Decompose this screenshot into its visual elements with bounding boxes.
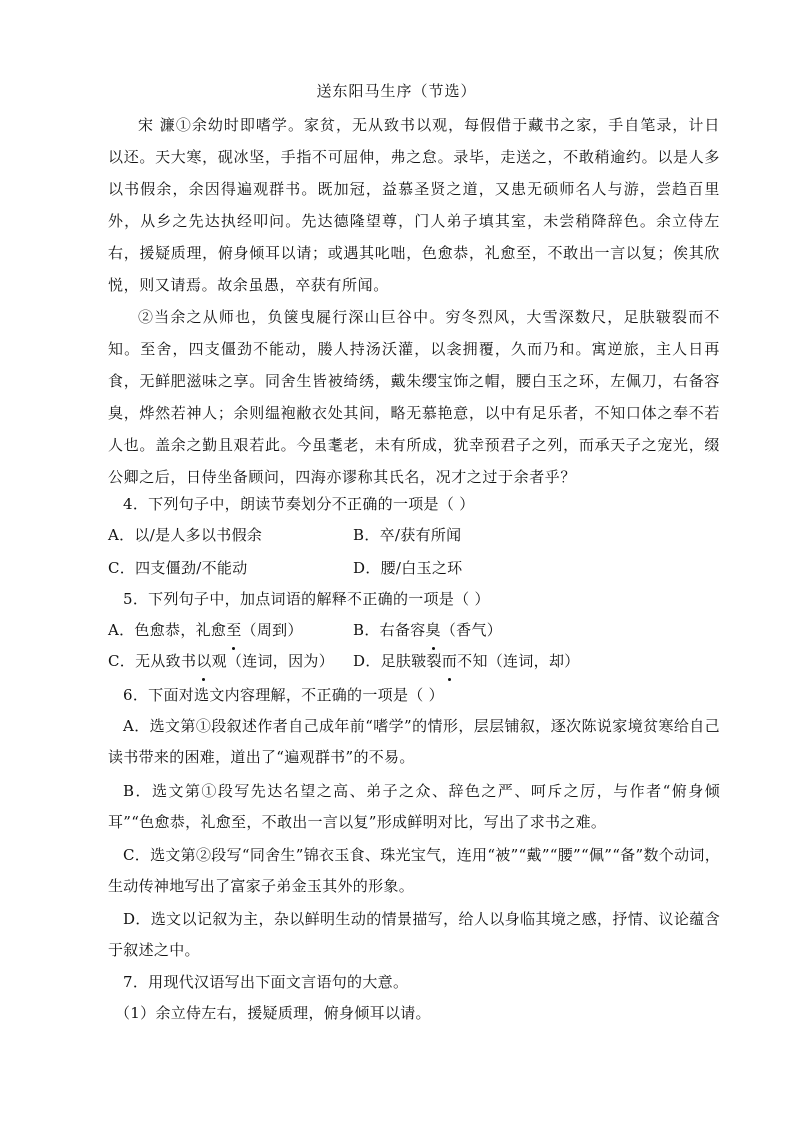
question-4-option-d: D．腰/白玉之环 xyxy=(353,559,463,577)
option-d-gloss: 不知（连词，却） xyxy=(457,652,580,670)
passage-paragraph-1: 宋 濂①余幼时即嗜学。家贫，无从致书以观，每假借于藏书之家，手自笔录，计日以还。天大寒，砚冰坚，手指不可屈伸，弗之怠。录毕，走送之，不敢稍逾约。以是人多以书假余，余因得遍观群书。既加冠，益慕圣贤之道，又患无硕师名人与游，尝趋百里外，从乡之先达执经叩问。先达德隆望尊，门人弟子填其室，未尝稍降辞色。余立侍左右，援疑质理，俯身倾耳以请；或遇其叱咄，色愈恭，礼愈至，不敢出一言以复；俟其欣悦，则又请焉。故余虽愚，卒获有所闻。 xyxy=(108,116,720,294)
question-6-stem: 6．下面对选文内容理解，不正确的一项是（ ） xyxy=(123,686,444,704)
question-7-item-1: （1）余立侍左右，援疑质理，俯身倾耳以请。 xyxy=(115,1004,431,1022)
option-c-text: C．无从致书 xyxy=(108,652,197,670)
question-5-stem: 5．下列句子中，加点词语的解释不正确的一项是（ ） xyxy=(123,590,490,608)
question-5-option-c xyxy=(108,646,334,677)
option-a-text: A．色愈恭，礼愈 xyxy=(108,621,227,639)
passage-paragraph-2: ②当余之从师也，负箧曳屣行深山巨谷中。穷冬烈风，大雪深数尺，足肤皲裂而不知。至舍，四支僵劲不能动，媵人持汤沃灌，以衾拥覆，久而乃和。寓逆旅，主人日再食，无鲜肥滋味之享。同舍生皆被绮绣，戴朱缨宝饰之帽，腰白玉之环，左佩刀，右备容臭，烨然若神人；余则缊袍敝衣处其间，略无慕艳意，以中有足乐者，不知口体之奉不若人也。盖余之勤且艰若此。今虽耄老，未有所成，犹幸预君子之列，而承天子之宠光，缀公卿之后，日侍坐备顾问，四海亦谬称其氏名，况才之过于余者乎？ xyxy=(108,308,720,486)
question-6-option-c: C．选文第②段写“同舍生”锦衣玉食、珠光宝气，连用“被”“戴”“腰”“佩”“备”数个动词，生动传神地写出了富家子弟金玉其外的形象。 xyxy=(108,846,721,895)
question-5-option-d xyxy=(353,646,580,677)
option-d-text: D．足肤皲裂 xyxy=(353,652,442,670)
emphasis-dot-word: 至 xyxy=(226,615,241,646)
question-5-option-a xyxy=(108,615,303,646)
option-b-gloss: （香气） xyxy=(440,621,503,639)
question-6-option-a: A．选文第①段叙述作者自己成年前“嗜学”的情形，层层铺叙，逐次陈说家境贫寒给自己读书带来的困难，道出了“遍观群书”的不易。 xyxy=(108,717,720,766)
option-c-gloss: 观（连词，因为） xyxy=(211,652,334,670)
question-4-stem: 4．下列句子中，朗读节奏划分不正确的一项是（ ） xyxy=(123,495,475,513)
question-4-option-b: B．卒/获有所闻 xyxy=(353,526,462,544)
question-4-option-c: C．四支僵劲/不能动 xyxy=(108,559,248,577)
emphasis-dot-word: 而 xyxy=(442,646,457,677)
option-b-text: B．右备容 xyxy=(353,621,426,639)
question-6-option-d: D．选文以记叙为主，杂以鲜明生动的情景描写，给人以身临其境之感，抒情、议论蕴含于叙述之中。 xyxy=(108,910,720,959)
passage-title: 送东阳马生序（节选） xyxy=(316,82,477,100)
question-4-option-a: A．以/是人多以书假余 xyxy=(108,526,263,544)
option-a-gloss: （周到） xyxy=(241,621,303,639)
question-6-option-b: B．选文第①段写先达名望之高、弟子之众、辞色之严、呵斥之厉，与作者“俯身倾耳”“色愈恭，礼愈至，不敢出一言以复”形成鲜明对比，写出了求书之难。 xyxy=(108,782,720,831)
question-7-stem: 7．用现代汉语写出下面文言语句的大意。 xyxy=(123,973,409,991)
question-5-option-b xyxy=(353,615,502,646)
emphasis-dot-word: 以 xyxy=(196,646,211,677)
emphasis-dot-word: 臭 xyxy=(426,615,441,646)
